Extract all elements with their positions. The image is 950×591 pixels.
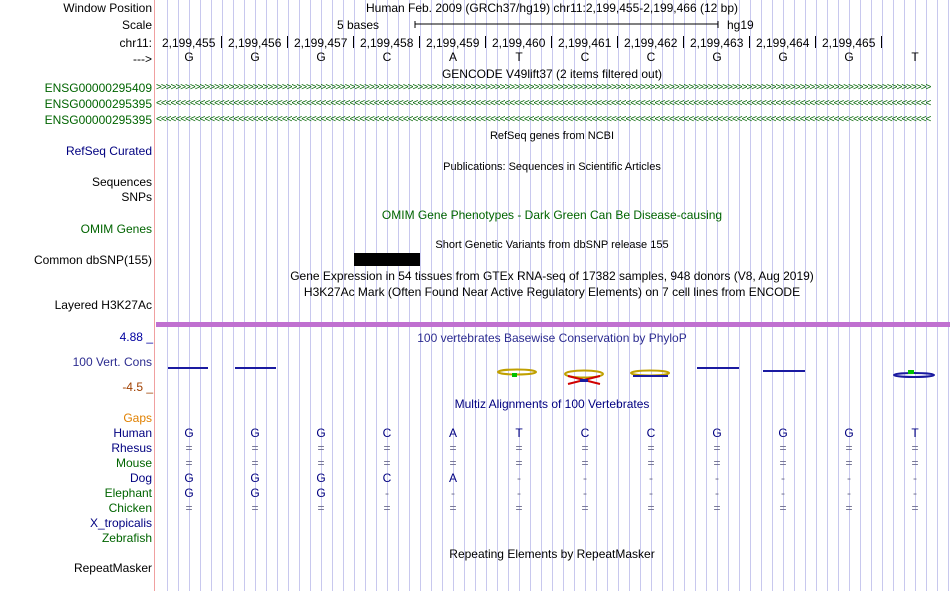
ruler-coordinate: 2,199,461	[558, 36, 612, 50]
alignment-base: -	[781, 471, 785, 485]
sequence-base: G	[712, 50, 722, 64]
alignment-base: T	[515, 426, 523, 440]
assembly-label: hg19	[727, 18, 754, 32]
window-position-label: Window Position	[63, 1, 152, 15]
scale-label: Scale	[121, 18, 152, 32]
alignment-base: -	[451, 486, 455, 500]
alignment-base: =	[581, 441, 589, 455]
layered-h3k27ac-label[interactable]: Layered H3K27Ac	[54, 298, 152, 312]
alignment-base: =	[911, 441, 919, 455]
alignment-base: =	[515, 501, 523, 515]
alignment-base: A	[448, 426, 458, 440]
repeatmasker-track-title[interactable]: Repeating Elements by RepeatMasker	[449, 547, 655, 561]
alignment-base: =	[845, 441, 853, 455]
ruler-coordinate: 2,199,463	[690, 36, 744, 50]
conservation-logo-glyphs	[168, 368, 934, 384]
sequence-base: G	[778, 50, 788, 64]
ruler-coordinate: 2,199,456	[228, 36, 282, 50]
alignment-base: =	[581, 456, 589, 470]
gene-feature-minus-strand[interactable]: <<<<<<<<<<<<<<<<<<<<<<<<<<<<<<<<<<<<<<<<<<<<<<<<<<<<<<<<<<<<<<<<<<<<<<<<<<<<<<<<<<<<<<<<<<<<<<<<<<<<<<<<<<<<<<<<<<<<<<<<<<<<<<<<<<<<<<<<<<<<<<<<<<<<<<<<<<<<<<<<	[156, 99, 931, 109]
species-label-mouse[interactable]: Mouse	[115, 456, 152, 470]
multiz-track-title[interactable]: Multiz Alignments of 100 Vertebrates	[454, 397, 650, 411]
alignment-base: G	[844, 426, 854, 440]
dbsnp-track-title[interactable]: Short Genetic Variants from dbSNP release 155	[435, 239, 669, 251]
alignment-base: =	[251, 456, 259, 470]
alignment-base: -	[913, 486, 917, 500]
alignment-base: -	[583, 471, 587, 485]
alignment-base: -	[913, 471, 917, 485]
alignment-base: T	[911, 426, 919, 440]
alignment-base: =	[515, 456, 523, 470]
alignment-base: G	[184, 471, 194, 485]
alignment-base: C	[646, 426, 656, 440]
chrom-label: chr11:	[119, 36, 152, 50]
sequence-base: G	[316, 50, 326, 64]
alignment-base: G	[184, 426, 194, 440]
alignment-base: =	[713, 441, 721, 455]
sequence-base: C	[646, 50, 656, 64]
alignment-base: -	[781, 486, 785, 500]
alignment-base: =	[383, 456, 391, 470]
scale-bar-line	[415, 21, 718, 28]
alignment-base: =	[449, 456, 457, 470]
alignment-base: -	[715, 486, 719, 500]
alignment-base: G	[316, 486, 326, 500]
sequence-base: C	[382, 50, 392, 64]
gene-label-ensg00000295395-b[interactable]: ENSG00000295395	[44, 113, 152, 127]
alignment-base: G	[316, 471, 326, 485]
h3k27ac-track-title[interactable]: H3K27Ac Mark (Often Found Near Active Regulatory Elements) on 7 cell lines from ENCODE	[303, 285, 801, 299]
alignment-base: =	[713, 456, 721, 470]
gene-feature-plus-strand[interactable]: >>>>>>>>>>>>>>>>>>>>>>>>>>>>>>>>>>>>>>>>>>>>>>>>>>>>>>>>>>>>>>>>>>>>>>>>>>>>>>>>>>>>>>>>>>>>>>>>>>>>>>>>>>>>>>>>>>>>>>>>>>>>>>>>>>>>>>>>>>>>>>>>>>>>>>>>>>>>>>>>	[156, 83, 931, 93]
alignment-base: G	[778, 426, 788, 440]
sequence-base: G	[184, 50, 194, 64]
alignment-base: -	[649, 486, 653, 500]
sequence-base: A	[448, 50, 458, 64]
gene-feature-minus-strand[interactable]: <<<<<<<<<<<<<<<<<<<<<<<<<<<<<<<<<<<<<<<<<<<<<<<<<<<<<<<<<<<<<<<<<<<<<<<<<<<<<<<<<<<<<<<<<<<<<<<<<<<<<<<<<<<<<<<<<<<<<<<<<<<<<<<<<<<<<<<<<<<<<<<<<<<<<<<<<<<<<<<<	[156, 115, 931, 125]
scale-bar	[415, 21, 718, 28]
alignment-base: =	[317, 441, 325, 455]
alignment-base: =	[251, 441, 259, 455]
logo-glyph	[631, 371, 669, 376]
alignment-base: =	[449, 501, 457, 515]
sequence-base: G	[844, 50, 854, 64]
species-label-dog[interactable]: Dog	[129, 471, 152, 485]
alignment-base: G	[316, 426, 326, 440]
phylop-max-value: 4.88 _	[119, 330, 153, 344]
phylop-track-title[interactable]: 100 vertebrates Basewise Conservation by PhyloP	[417, 331, 687, 345]
sequences-label[interactable]: Sequences	[91, 175, 152, 189]
alignment-base: =	[317, 501, 325, 515]
omim-track-title[interactable]: OMIM Gene Phenotypes - Dark Green Can Be Disease-causing	[381, 208, 723, 222]
publications-track-title[interactable]: Publications: Sequences in Scientific Articles	[443, 161, 661, 173]
alignment-base: -	[517, 486, 521, 500]
100-vert-cons-label[interactable]: 100 Vert. Cons	[72, 355, 152, 369]
species-label-x-tropicalis[interactable]: X_tropicalis	[89, 516, 152, 530]
ruler-coordinate: 2,199,460	[492, 36, 546, 50]
alignment-base: =	[251, 501, 259, 515]
alignment-base: -	[847, 471, 851, 485]
alignment-base: =	[449, 441, 457, 455]
ruler-coordinate: 2,199,459	[426, 36, 480, 50]
alignment-base: C	[580, 426, 590, 440]
sequence-base: C	[580, 50, 590, 64]
scale-bases-text: 5 bases	[337, 18, 380, 32]
ruler-coordinate: 2,199,462	[624, 36, 678, 50]
alignment-base: =	[647, 441, 655, 455]
omim-genes-label[interactable]: OMIM Genes	[80, 222, 152, 236]
alignment-base: =	[779, 501, 787, 515]
alignment-base: -	[847, 486, 851, 500]
species-label-human[interactable]: Human	[113, 426, 152, 440]
sequence-base: G	[250, 50, 260, 64]
alignment-base: C	[382, 426, 392, 440]
alignment-base: =	[185, 441, 193, 455]
gaps-label[interactable]: Gaps	[123, 411, 152, 425]
alignment-base: =	[383, 501, 391, 515]
ruler-coordinate: 2,199,465	[822, 36, 876, 50]
alignment-base: G	[184, 486, 194, 500]
ruler-coordinate: 2,199,458	[360, 36, 414, 50]
alignment-base: G	[250, 471, 260, 485]
strand-label: --->	[133, 52, 152, 66]
alignment-base: =	[845, 501, 853, 515]
alignment-base: =	[383, 441, 391, 455]
gene-label-ensg00000295395-a[interactable]: ENSG00000295395	[44, 97, 152, 111]
common-dbsnp-label[interactable]: Common dbSNP(155)	[33, 253, 152, 267]
alignment-base: -	[715, 471, 719, 485]
species-label-zebrafish[interactable]: Zebrafish	[101, 531, 152, 545]
alignment-base: -	[385, 486, 389, 500]
alignment-base: =	[515, 441, 523, 455]
alignment-base: =	[185, 501, 193, 515]
alignment-base: =	[647, 456, 655, 470]
sequence-base: T	[911, 50, 919, 64]
repeatmasker-label[interactable]: RepeatMasker	[73, 561, 152, 575]
alignment-base: -	[649, 471, 653, 485]
alignment-base: A	[448, 471, 458, 485]
alignment-base: G	[250, 486, 260, 500]
alignment-base: =	[779, 456, 787, 470]
alignment-base: =	[317, 456, 325, 470]
snps-label[interactable]: SNPs	[121, 190, 152, 204]
alignment-base: G	[250, 426, 260, 440]
alignment-base: -	[517, 471, 521, 485]
refseq-curated-label[interactable]: RefSeq Curated	[65, 144, 152, 158]
alignment-base: =	[911, 456, 919, 470]
gtex-track-title[interactable]: Gene Expression in 54 tissues from GTEx RNA-seq of 17382 samples, 948 donors (V8, Aug 2019)	[290, 269, 814, 283]
window-position-text[interactable]: Human Feb. 2009 (GRCh37/hg19) chr11:2,199,455-2,199,466 (12 bp)	[365, 1, 739, 15]
ruler-coordinate: 2,199,455	[162, 36, 216, 50]
alignment-base: =	[779, 441, 787, 455]
gencode-track-title[interactable]: GENCODE V49lift37 (2 items filtered out)	[441, 67, 663, 81]
refseq-track-title[interactable]: RefSeq genes from NCBI	[489, 130, 615, 142]
alignment-base: =	[185, 456, 193, 470]
alignment-base: =	[581, 501, 589, 515]
species-label-rhesus[interactable]: Rhesus	[111, 441, 152, 455]
alignment-base: =	[713, 501, 721, 515]
gene-label-ensg00000295409[interactable]: ENSG00000295409	[44, 81, 152, 95]
species-label-elephant[interactable]: Elephant	[104, 486, 152, 500]
alignment-base: =	[845, 456, 853, 470]
phylop-min-value: -4.5 _	[122, 380, 153, 394]
logo-glyph	[580, 379, 588, 382]
ruler-coordinate: 2,199,464	[756, 36, 810, 50]
logo-glyph	[908, 370, 914, 374]
alignment-base: =	[911, 501, 919, 515]
ruler-coordinate: 2,199,457	[294, 36, 348, 50]
sequence-base: T	[515, 50, 523, 64]
alignment-base: C	[382, 471, 392, 485]
alignment-base: =	[647, 501, 655, 515]
alignment-base: -	[583, 486, 587, 500]
logo-glyph	[512, 373, 517, 377]
alignment-base: G	[712, 426, 722, 440]
species-label-chicken[interactable]: Chicken	[108, 501, 152, 515]
